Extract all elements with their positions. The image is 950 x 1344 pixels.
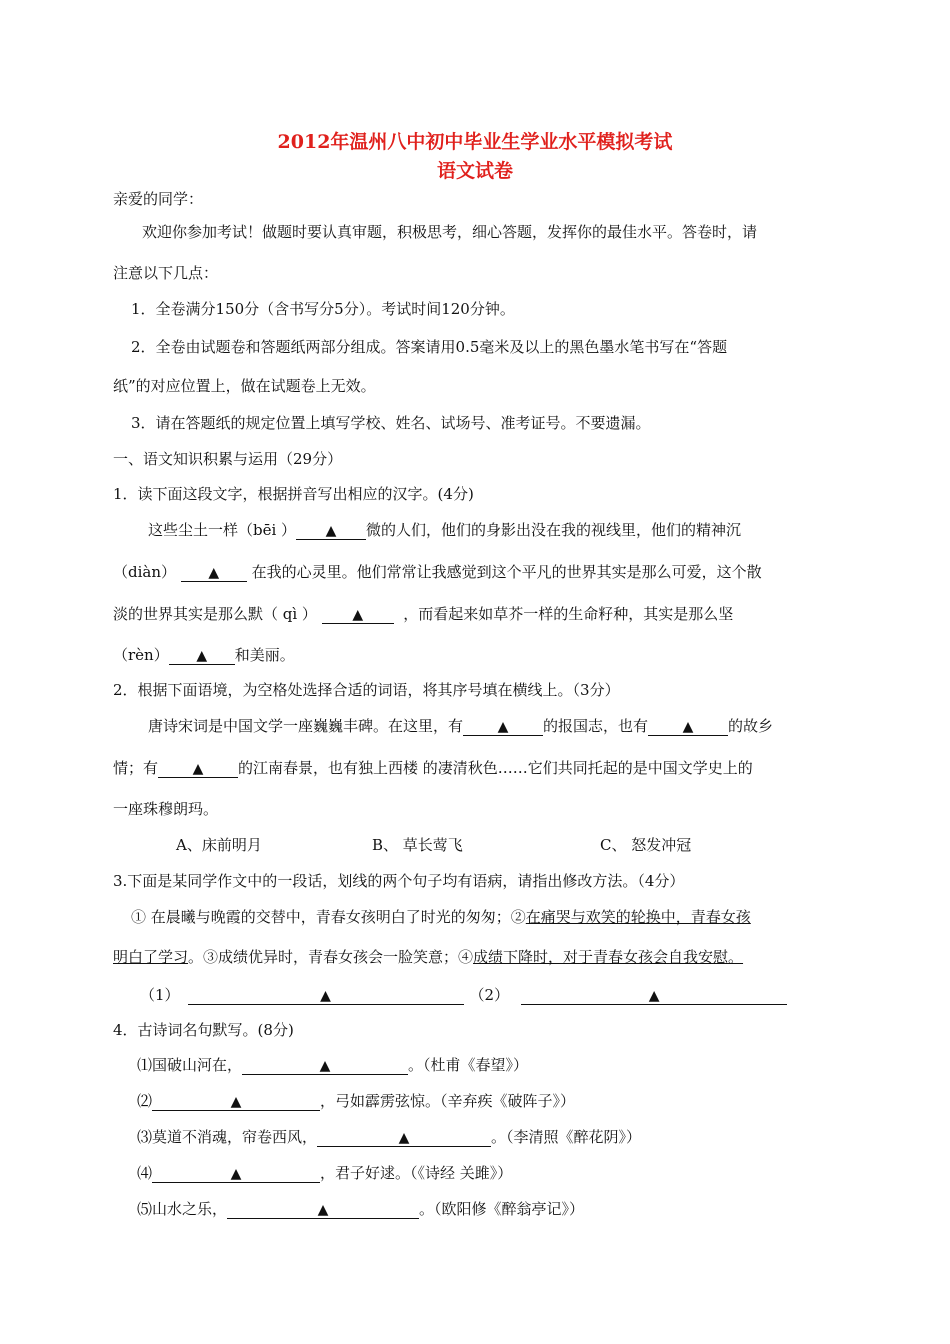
q3-stem: 3.下面是某同学作文中的一段话，划线的两个句子均有语病，请指出修改方法。（4分）	[113, 872, 685, 890]
answer-blank[interactable]: ▲	[317, 1128, 491, 1147]
answer-blank[interactable]: ▲	[227, 1200, 419, 1219]
answer-blank[interactable]: ▲	[181, 563, 247, 582]
answer-blank[interactable]: ▲	[463, 717, 543, 736]
intro-paragraph-line1: 欢迎你参加考试！做题时要认真审题，积极思考，细心答题，发挥你的最佳水平。答卷时，请	[142, 223, 758, 241]
q2-option-c: C、 怒发冲冠	[600, 836, 692, 854]
answer-blank[interactable]: ▲	[152, 1164, 320, 1183]
note-3: 3．请在答题纸的规定位置上填写学校、姓名、试场号、准考证号。不要遗漏。	[131, 414, 651, 432]
q3-answer-line: （1） ▲ （2） ▲	[140, 984, 787, 1005]
underlined-sentence: 在痛哭与欢笑的轮换中，青春女孩	[525, 908, 751, 926]
answer-blank[interactable]: ▲	[322, 605, 394, 624]
q2-line2: 情；有 ▲ 的江南春景，也有独上西楼 的凄清秋色……它们共同托起的是中国文学史上的	[113, 759, 753, 777]
q4-item-1: ⑴国破山河在， ▲ 。（杜甫《春望》）	[137, 1056, 529, 1074]
q1-line1: 这些尘土一样（bēi ） ▲ 微的人们，他们的身影出没在我的视线里，他们的精神沉	[148, 521, 742, 539]
answer-blank[interactable]: ▲	[188, 986, 464, 1005]
q1-stem: 1．读下面这段文字，根据拼音写出相应的汉字。(4分)	[113, 485, 474, 503]
exam-title: 2012年温州八中初中毕业生学业水平模拟考试	[277, 131, 673, 153]
q4-item-4: ⑷ ▲ ，君子好逑。（《诗经 关雎》）	[137, 1164, 513, 1182]
q1-line4: （rèn） ▲ 和美丽。	[113, 646, 295, 664]
q3-line1: ① 在晨曦与晚霞的交替中，青春女孩明白了时光的匆匆；②在痛哭与欢笑的轮换中，青春女孩	[131, 908, 751, 926]
q1-line3: 淡的世界其实是那么默（ qì ） ▲ ，而看起来如草芥一样的生命籽种，其实是那么坚	[113, 605, 734, 623]
q2-option-a: A、床前明月	[176, 836, 262, 854]
section-heading: 一、语文知识积累与运用（29分）	[113, 450, 343, 468]
note-2-line1: 2．全卷由试题卷和答题纸两部分组成。答案请用0.5毫米及以上的黑色墨水笔书写在“答题	[131, 338, 728, 356]
q4-item-2: ⑵ ▲ ，弓如霹雳弦惊。（辛弃疾《破阵子》）	[137, 1092, 576, 1110]
answer-blank[interactable]: ▲	[152, 1092, 320, 1111]
greeting: 亲爱的同学：	[113, 190, 204, 208]
q2-option-b: B、 草长莺飞	[372, 836, 463, 854]
q1-line2: （diàn） ▲ 在我的心灵里。他们常常让我感觉到这个平凡的世界其实是那么可爱，这个散	[113, 563, 762, 581]
exam-subtitle: 语文试卷	[436, 160, 513, 182]
note-2-line2: 纸”的对应位置上，做在试题卷上无效。	[113, 377, 376, 395]
answer-blank[interactable]: ▲	[169, 646, 235, 665]
q3-line2: 明白了学习。③成绩优异时，青春女孩会一脸笑意；④成绩下降时，对于青春女孩会自我安慰。	[113, 948, 744, 966]
note-1: 1．全卷满分150分（含书写分5分）。考试时间120分钟。	[131, 300, 515, 318]
intro-paragraph-line2: 注意以下几点：	[113, 264, 219, 282]
q4-item-5: ⑸山水之乐， ▲ 。（欧阳修《醉翁亭记》）	[137, 1200, 585, 1218]
q4-stem: 4．古诗词名句默写。(8分)	[113, 1021, 294, 1039]
answer-blank[interactable]: ▲	[296, 521, 366, 540]
q2-line3: 一座珠穆朗玛。	[113, 800, 219, 818]
answer-blank[interactable]: ▲	[158, 759, 238, 778]
answer-blank[interactable]: ▲	[521, 986, 787, 1005]
underlined-sentence: 成绩下降时，对于青春女孩会自我安慰。	[473, 948, 744, 966]
q2-stem: 2．根据下面语境，为空格处选择合适的词语，将其序号填在横线上。（3分）	[113, 681, 620, 699]
answer-blank[interactable]: ▲	[648, 717, 728, 736]
q2-line1: 唐诗宋词是中国文学一座巍巍丰碑。在这里，有 ▲ 的报国志，也有 ▲ 的故乡	[148, 717, 774, 735]
underlined-sentence: 明白了学习	[113, 948, 189, 966]
answer-blank[interactable]: ▲	[242, 1056, 408, 1075]
q4-item-3: ⑶莫道不消魂，帘卷西风， ▲ 。（李清照《醉花阴》）	[137, 1128, 642, 1146]
